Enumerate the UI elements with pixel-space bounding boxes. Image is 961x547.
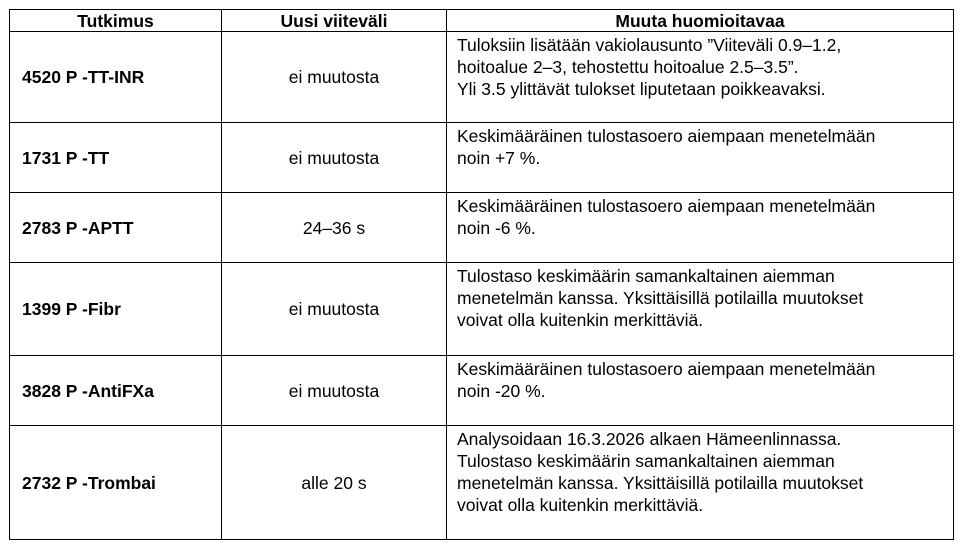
note-line: Keskimääräinen tulostasoero aiempaan menetelmään — [457, 126, 876, 146]
note-line: noin -6 %. — [457, 218, 536, 238]
reference-range-cell: alle 20 s — [222, 426, 447, 540]
reference-range-table — [9, 9, 954, 540]
reference-range-cell: ei muutosta — [222, 123, 447, 193]
reference-range-cell: 24–36 s — [222, 193, 447, 263]
table-row — [10, 193, 954, 263]
note-line: noin -20 %. — [457, 381, 546, 401]
note-line: noin +7 %. — [457, 148, 541, 168]
header-tutkimus: Tutkimus — [10, 10, 222, 32]
note-line: Tulostaso keskimäärin samankaltainen aiemman — [457, 266, 835, 286]
table-row — [10, 32, 954, 123]
test-name-cell: 4520 P -TT-INR — [10, 32, 222, 123]
note-line: Analysoidaan 16.3.2026 alkaen Hämeenlinnassa. — [457, 429, 842, 449]
table-row — [10, 123, 954, 193]
notes-cell — [447, 426, 954, 540]
note-line: Keskimääräinen tulostasoero aiempaan menetelmään — [457, 359, 876, 379]
note-line: Tuloksiin lisätään vakiolausunto ”Viiteväli 0.9–1.2, — [457, 35, 842, 55]
table-header-row — [10, 10, 954, 32]
header-uusi-viitevali: Uusi viiteväli — [222, 10, 447, 32]
notes-cell — [447, 123, 954, 193]
test-name-cell: 2783 P -APTT — [10, 193, 222, 263]
test-name-cell: 1731 P -TT — [10, 123, 222, 193]
notes-cell — [447, 32, 954, 123]
note-line: Tulostaso keskimäärin samankaltainen aiemman — [457, 451, 835, 471]
reference-range-cell: ei muutosta — [222, 356, 447, 426]
notes-cell — [447, 356, 954, 426]
test-name-cell: 1399 P -Fibr — [10, 263, 222, 356]
table-row — [10, 263, 954, 356]
test-name-cell: 3828 P -AntiFXa — [10, 356, 222, 426]
notes-cell — [447, 263, 954, 356]
note-line: voivat olla kuitenkin merkittäviä. — [457, 310, 704, 330]
header-muuta-huomioitavaa: Muuta huomioitavaa — [447, 10, 954, 32]
reference-range-cell: ei muutosta — [222, 32, 447, 123]
reference-range-cell: ei muutosta — [222, 263, 447, 356]
note-line: menetelmän kanssa. Yksittäisillä potilailla muutokset — [457, 288, 864, 308]
table-row — [10, 356, 954, 426]
note-line: Yli 3.5 ylittävät tulokset liputetaan poikkeavaksi. — [457, 79, 826, 99]
note-line: voivat olla kuitenkin merkittäviä. — [457, 495, 704, 515]
note-line: hoitoalue 2–3, tehostettu hoitoalue 2.5–3.5”. — [457, 57, 799, 77]
test-name-cell: 2732 P -Trombai — [10, 426, 222, 540]
note-line: menetelmän kanssa. Yksittäisillä potilailla muutokset — [457, 473, 864, 493]
table-row — [10, 426, 954, 540]
note-line: Keskimääräinen tulostasoero aiempaan menetelmään — [457, 196, 876, 216]
notes-cell — [447, 193, 954, 263]
